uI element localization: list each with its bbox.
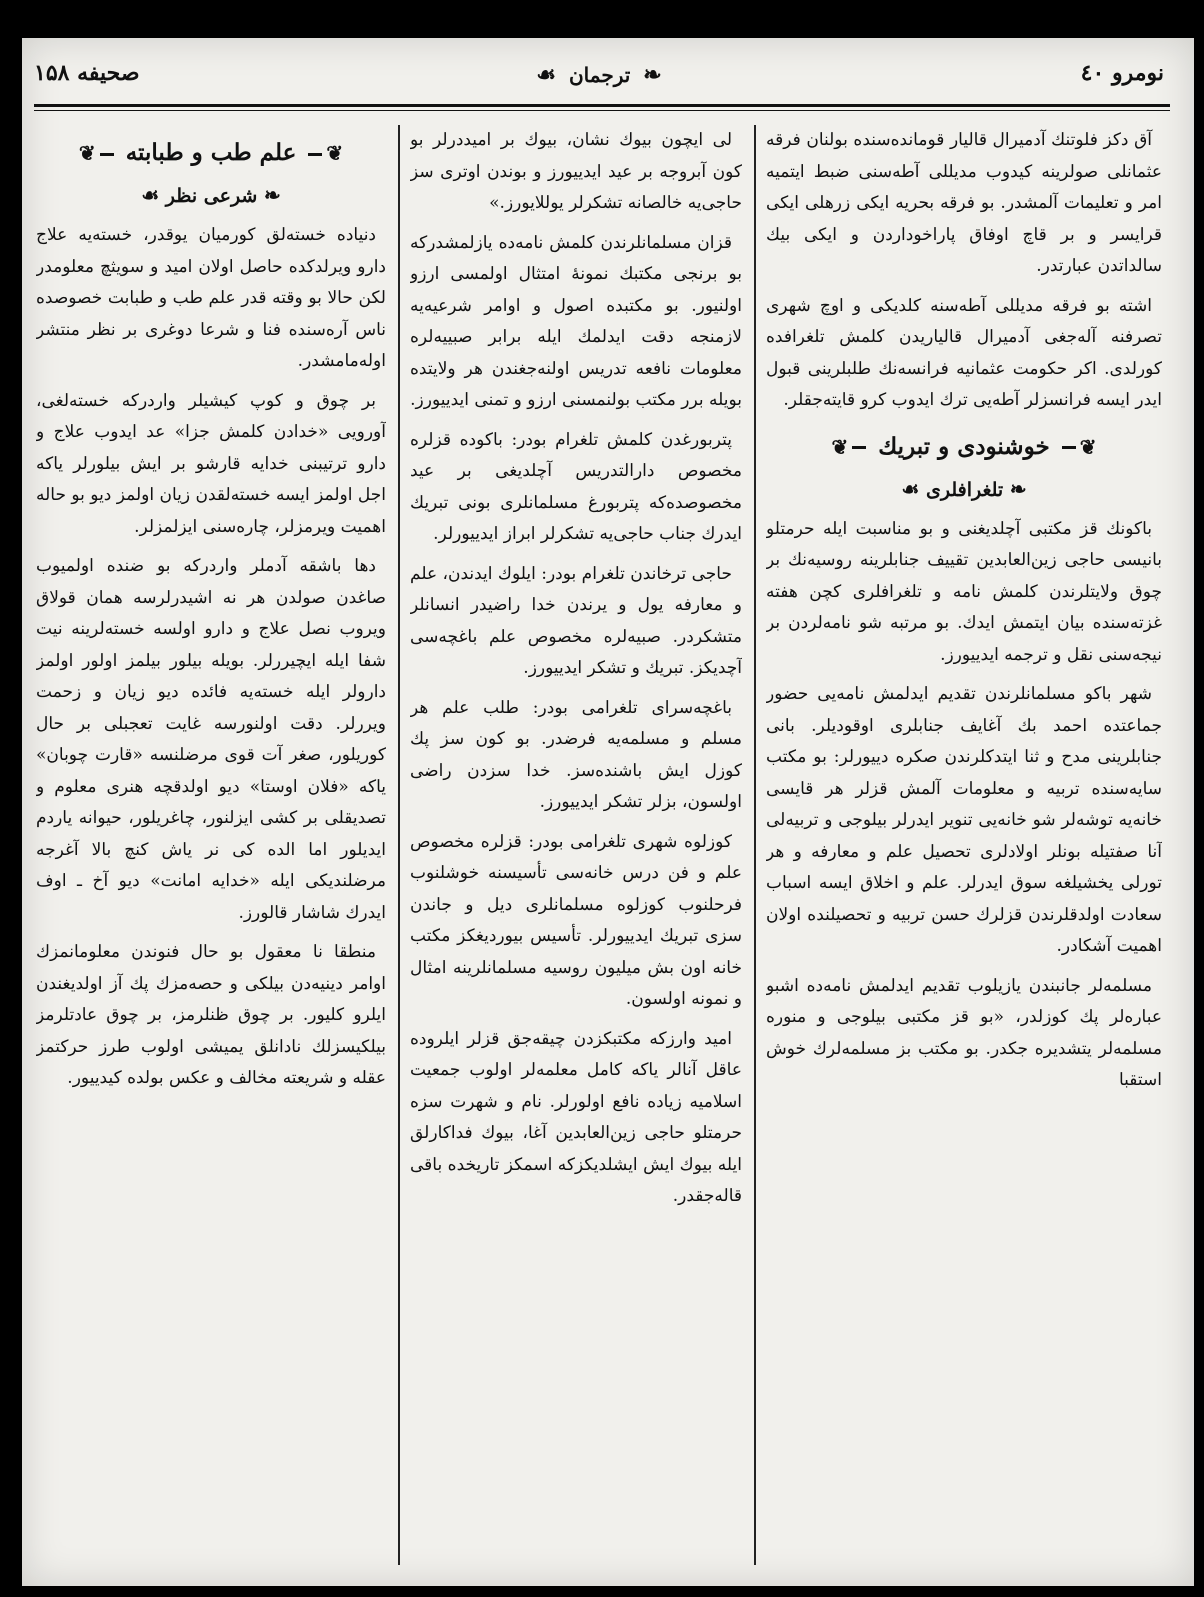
ornament-icon: ❦ bbox=[326, 141, 344, 165]
dash-ornament bbox=[852, 446, 866, 449]
page-header bbox=[34, 50, 1164, 100]
section-heading bbox=[766, 425, 1162, 469]
ornament-icon: ❧ bbox=[1009, 476, 1027, 501]
masthead-text: ترجمان bbox=[568, 63, 631, 87]
article-paragraph: منطقا نا معقول بو حال فنوندن معلومانمزك اوامر دینیەدن بیلکی و حصەمزك پك آز اولدیغندن ایلرو کلیور. بر چوق ظنلرمز، بر چوق عادتلرمز بیلکیسزلك نادانلق یمیشی اولوب طرز حرکتمز عقلە و شریعتە مخالف و عکس بولدە کیدییور. bbox=[36, 942, 386, 1088]
ornament-icon: ❦ bbox=[78, 141, 96, 165]
ornament-icon: ❦ bbox=[831, 434, 849, 459]
article-paragraph: قزان مسلمانلرندن کلمش نامەدە یازلمشدرکە بو برنجی مکتبك نمونۀ امتثال اولمسی ارزو اولنیور. بو مکتبدە اصول و اوامر شرعیەیە لازمنجە دقت ایدلمك ایلە برابر صبییەلرە معلومات نافعە تدریس اولنەجغندن هر ولایتدە بویلە برر مکتب بولنمسنی ارزو و تمنی ایدییورز. bbox=[410, 232, 742, 410]
column-left bbox=[36, 125, 386, 1565]
section-subheading bbox=[766, 471, 1162, 508]
article-paragraph: پتربورغدن کلمش تلغرام بودر: باکودە قزلرە مخصوص دارالتدریس آچلدیغی بر عید مخصوصدەکە پتربورغ مسلمانلری بونی تبریك ایدرك جناب حاجی‌یە تشکرلر ابراز ایدییورلر. bbox=[410, 429, 742, 544]
dash-ornament bbox=[308, 153, 322, 156]
article-paragraph: باکونك قز مکتبی آچلدیغنی و بو مناسبت ایلە حرمتلو بانیسی حاجی زین‌العابدین تقییف جنابلرینە روسیەنك بر چوق ولایتلرندن کلمش نامە و تلغرافلری کچن هفتە غزتەسندە بیان ایتمش ایدك. بو مرتبە شو نامەلردن بر نیجەسنی نقل و ترجمە ایدییورز. bbox=[766, 518, 1162, 665]
column-divider-left bbox=[398, 125, 400, 1565]
column-middle bbox=[410, 125, 742, 1565]
article-paragraph: حاجی ترخاندن تلغرام بودر: ایلوك ایدندن، علم و معارفە یول و یرندن خدا راضیدر انسانلر متشکردر. صبیەلرە مخصوص علم باغچەسی آچدیکز. تبریك و تشکر ایدییورز. bbox=[410, 563, 742, 678]
article-paragraph: شهر باکو مسلمانلرندن تقدیم ایدلمش نامەیی حضور جماعتدە احمد بك آغایف جنابلری اوقودیلر. بانی جنابلرینی مدح و ثنا ایتدکلرندن صکرە دییورلر: بو مکتب سایەسندە تربیە و معلومات آلمش قزلر هر قایسی خانەیە توشەلر شو خانەیی تنویر ایدرلر بیلوجی و تربیەلی آنا صفتیلە بونلر اولادلری تحصیل علم و معارفە و هر تورلی یخشیلغە سوق ایدرلر. علم و اخلاق ایسە اسباب سعادت اولدقلرندن قزلرك حسن تربیە و تحصیلندە اولان اهمیت آشکادر. bbox=[766, 684, 1162, 956]
section-heading bbox=[36, 131, 386, 175]
header-rule-thick bbox=[34, 104, 1170, 107]
section-heading-text: علم طب و طبابتە bbox=[125, 139, 297, 166]
section-subheading-text: شرعی نظر bbox=[165, 185, 258, 207]
ornament-icon: ☙ bbox=[901, 476, 920, 501]
article-paragraph: دها باشقە آدملر واردرکە بو ضندە اولمیوب صاغدن صولدن هر نە اشیدرلرسە همان قولاق ویروب نصل علاج و دارو اولسە خستەلرینە نیت شفا ایلە ایچیررلر. بویلە بیلور بیلمز اولور اولمز دارولر ایلە خستەیە فائدە دیو زیان و زحمت ویررلر. دقت اولنورسە غایت تعجبلی بر حال کوریلور، صغر آت قوی مرضلنسە «قارت چوبان» یاکە «فلان اوستا» دیو اولدقچە هنری معلوم و تصدیقلی بر کشی ایزلنور، چاغریلور، حیوانە یاردم ایدیلور اما الدە کی نر یاش کنچ بالا آغرجە مرضلندیکی ایلە «خدایە امانت» دیو آخ ـ اوف ایدرك شاشار قالورز. bbox=[36, 556, 386, 923]
article-paragraph: کوزلوە شهری تلغرامی بودر: قزلرە مخصوص علم و فن درس خانەسی تأسیسنە خوشلنوب فرحلنوب کوزلوە مسلمانلری دیل و جاندن سزی تبریك ایدییورلر. تأسیس بیوردیغکز مکتب خانە اون بش میلیون روسیە مسلمانلرینە امثال و نمونە اولسون. bbox=[410, 831, 742, 1009]
ornament-left-icon: ❧ bbox=[643, 62, 662, 88]
article-paragraph: مسلمەلر جانبندن یازیلوب تقدیم ایدلمش نامەدە اشبو عبارەلر پك کوزلدر، «بو قز مکتبی بیلوجی و منورە مسلمەلر یتشدیرە جکدر. بو مکتب بز مسلمەلرك خوش استقبا bbox=[766, 975, 1162, 1090]
issue-number: نومرو ٤٠ bbox=[1080, 60, 1164, 86]
section-subheading-text: تلغرافلری bbox=[925, 478, 1004, 501]
article-paragraph: بر چوق و کوپ کیشیلر واردرکە خستەلغی، آورویی «خدادن کلمش جزا» عد ایدوب علاج و دارو ترتیبنی خدایە قارشو بر ایش بیلورلر یاکە اجل اولمز ایسە خستەلقدن زیان اولمز دیو بو حالە اهمیت ویرمزلر، چارەسنی ایزلمزلر. bbox=[36, 390, 386, 537]
column-right bbox=[766, 125, 1162, 1565]
ornament-icon: ❦ bbox=[1079, 434, 1097, 459]
masthead-title bbox=[530, 62, 667, 88]
section-heading-text: خوشنودی و تبریك bbox=[878, 432, 1050, 460]
header-rule-thin bbox=[34, 110, 1170, 111]
article-paragraph: لی ایچون بیوك نشان، بیوك بر امیددرلر بو کون آبروجە بر عید ایدییورز و بوندن اوتری سز حاجی‌یە خالصانە تشکرلر یوللایورز.» bbox=[410, 130, 742, 213]
article-paragraph: آق دکز فلوتنك آدمیرال قالیار قوماندەسندە بولنان فرقە عثمانلی صولرینە کیدوب مدیللی آطەسنی ضبط ایتمیە امر و تعلیمات آلمشدر. بو فرقە بحریە ایکی زرهلی ایکی قرایسر و بر قاچ اوفاق پاراخوداردن و ایکی بیك سالداتدن عبارتدر. bbox=[766, 130, 1162, 276]
article-paragraph: اشتە بو فرقە مدیللی آطەسنە کلدیکی و اوچ شهری تصرفنە آلەجغی آدمیرال قالیاریدن کلمش تلغرافدە کورلدی. اکر حکومت عثمانیە فرانسەنك طلبلرینی قبول ایدر ایسە فرانسزلر آطەیی ترك ایدوب کرو قایتەجقلر. bbox=[766, 295, 1162, 410]
article-paragraph: امید وارزکە مکتبکزدن چیقەجق قزلر ایلرودە عاقل آنالر یاکە کامل معلمەلر اولوب جمعیت اسلامیە زیادە نافع اولورلر. نام و شهرت سزە حرمتلو حاجی زین‌العابدین آغا، بیوك فداکارلق ایلە بیوك ایش ایشلدیکزکە اسمکز تاریخدە باقی قالەجقدر. bbox=[410, 1028, 742, 1206]
dash-ornament bbox=[1062, 446, 1076, 449]
section-subheading bbox=[36, 177, 386, 214]
article-paragraph: باغچەسرای تلغرامی بودر: طلب علم هر مسلم و مسلمەیە فرضدر. بو کون سز پك کوزل ایش باشندەسز. خدا سزدن راضی اولسون، بزلر تشکر ایدییورز. bbox=[410, 697, 742, 812]
page-number: صحیفه ۱۵۸ bbox=[34, 60, 140, 86]
column-divider-right bbox=[754, 125, 756, 1565]
dash-ornament bbox=[100, 153, 114, 156]
article-paragraph: دنیادە خستەلق کورمیان یوقدر، خستەیە علاج دارو ویرلدکدە حاصل اولان امید و سویثچ معلومدر لکن حالا بو وقتە قدر علم طب و طبابت خصوصدە ناس آرەسندە فنا و شرعا دوغری بر نظر منتشر اولەمامشدر. bbox=[36, 225, 386, 371]
ornament-icon: ❧ bbox=[263, 183, 281, 207]
ornament-right-icon: ☙ bbox=[536, 62, 557, 88]
ornament-icon: ☙ bbox=[141, 183, 160, 207]
